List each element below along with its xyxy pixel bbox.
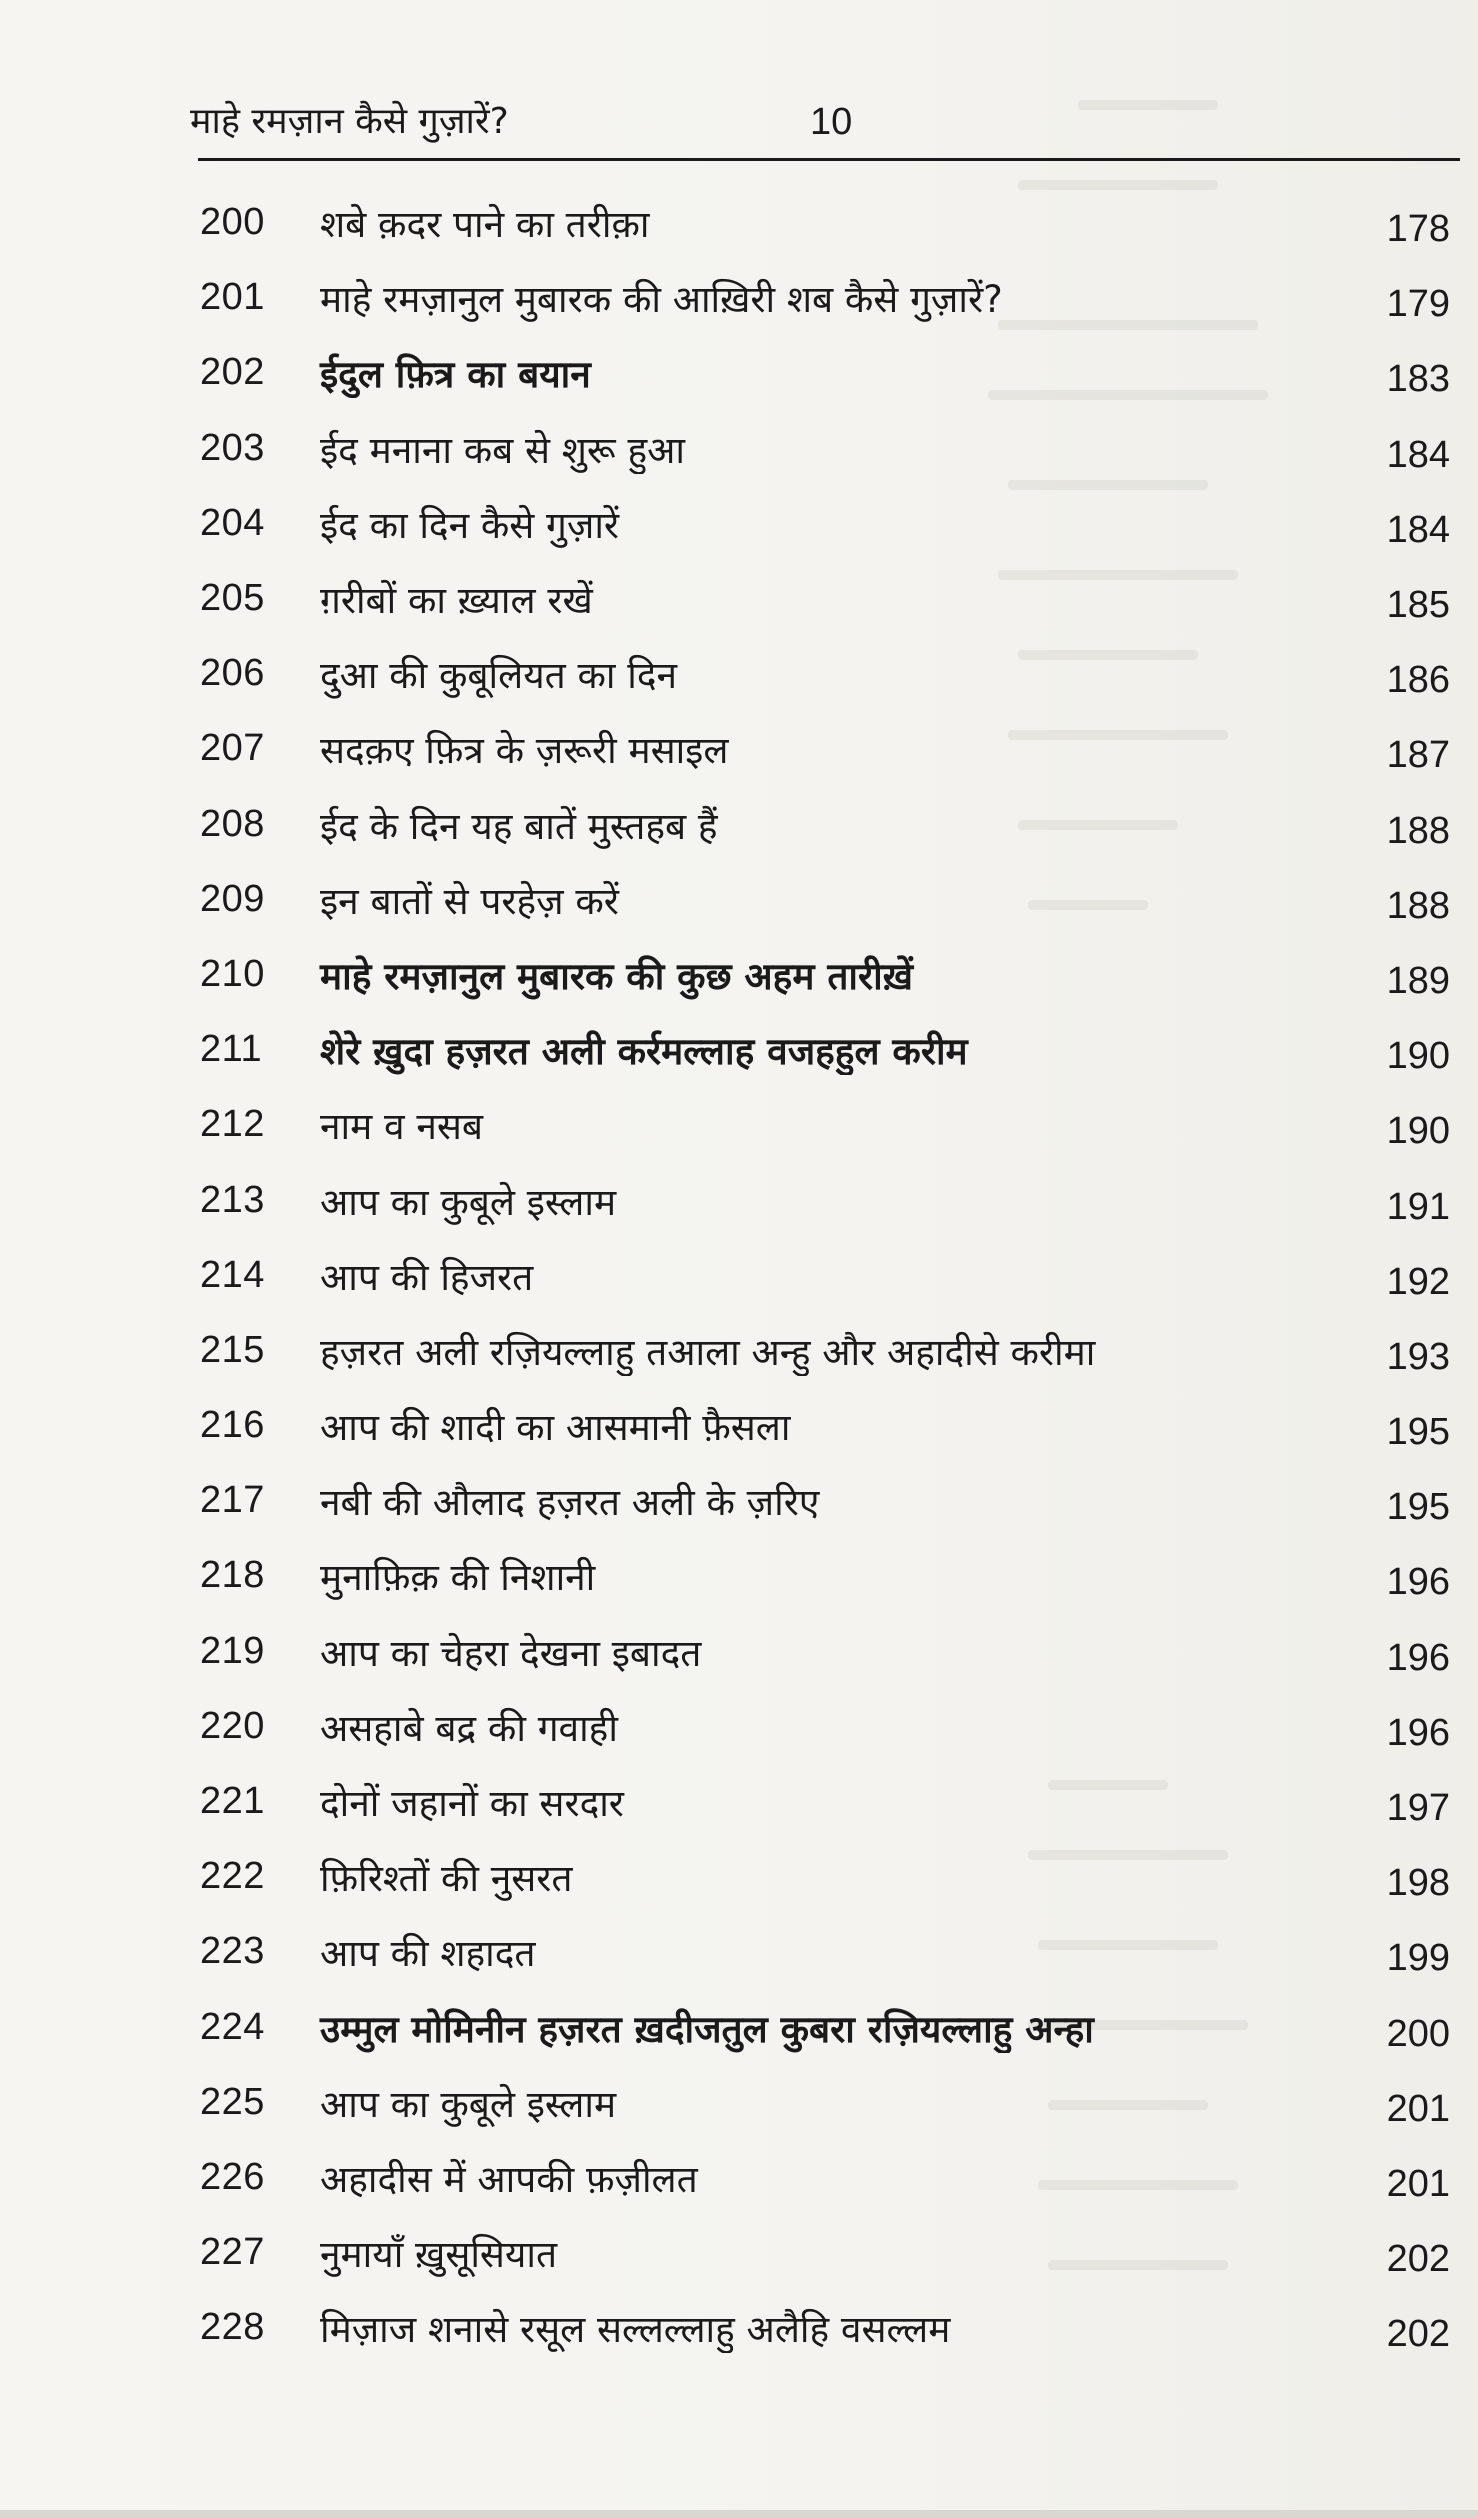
entry-page-number: 192 — [1386, 1260, 1450, 1303]
toc-entry — [200, 1839, 1450, 1914]
entry-number: 217 — [200, 1479, 265, 1522]
entry-title: दुआ की कुबूलियत का दिन — [320, 654, 678, 698]
entry-page-number: 178 — [1386, 208, 1450, 251]
entry-page-number: 198 — [1386, 1862, 1450, 1905]
entry-title: मिज़ाज शनासे रसूल सल्लल्लाहु अलैहि वसल्लम — [320, 2308, 951, 2352]
entry-title: आप की शादी का आसमानी फ़ैसला — [320, 1406, 791, 1450]
toc-entry — [200, 561, 1450, 636]
entry-page-number: 202 — [1386, 2313, 1450, 2356]
entry-number: 226 — [200, 2155, 265, 2198]
entry-number: 212 — [200, 1103, 265, 1146]
entry-number: 221 — [200, 1780, 265, 1823]
entry-page-number: 197 — [1386, 1787, 1450, 1830]
entry-title: दोनों जहानों का सरदार — [320, 1782, 624, 1826]
entry-title: नाम व नसब — [320, 1105, 484, 1149]
page-header — [190, 92, 1460, 152]
page-number: 10 — [810, 101, 853, 143]
entry-title: आप का कुबूले इस्लाम — [320, 1180, 617, 1224]
entry-page-number: 190 — [1386, 1110, 1450, 1153]
entry-page-number: 195 — [1386, 1486, 1450, 1529]
toc-entry — [200, 411, 1450, 486]
entry-number: 209 — [200, 877, 265, 920]
entry-number: 210 — [200, 952, 265, 995]
toc-entry — [200, 1012, 1450, 1087]
toc-entry — [200, 335, 1450, 410]
toc-entry — [200, 260, 1450, 335]
entry-number: 218 — [200, 1554, 265, 1597]
entry-title: नुमायाँ ख़ुसूसियात — [320, 2233, 558, 2277]
entry-number: 223 — [200, 1930, 265, 1973]
entry-title: ईदुल फ़ित्र का बयान — [320, 353, 591, 397]
toc-entry — [200, 1614, 1450, 1689]
entry-title: ईद मनाना कब से शुरू हुआ — [320, 428, 685, 472]
toc-entry — [200, 1162, 1450, 1237]
entry-number: 201 — [200, 276, 265, 319]
entry-page-number: 201 — [1386, 2162, 1450, 2205]
entry-page-number: 193 — [1386, 1335, 1450, 1378]
entry-page-number: 185 — [1386, 584, 1450, 627]
entry-page-number: 187 — [1386, 734, 1450, 777]
entry-number: 225 — [200, 2080, 265, 2123]
entry-number: 205 — [200, 577, 265, 620]
entry-number: 224 — [200, 2005, 265, 2048]
toc-entry — [200, 1538, 1450, 1613]
toc-entry — [200, 1689, 1450, 1764]
toc-entry — [200, 2065, 1450, 2140]
entry-title: आप की हिजरत — [320, 1255, 534, 1299]
entry-page-number: 184 — [1386, 508, 1450, 551]
entry-title: आप का कुबूले इस्लाम — [320, 2082, 617, 2126]
toc-entry — [200, 1313, 1450, 1388]
toc-entry — [200, 2140, 1450, 2215]
entry-page-number: 200 — [1386, 2012, 1450, 2055]
toc-entry — [200, 1463, 1450, 1538]
toc-entry — [200, 1238, 1450, 1313]
toc-entry — [200, 2290, 1450, 2365]
entry-page-number: 195 — [1386, 1411, 1450, 1454]
entry-page-number: 199 — [1386, 1937, 1450, 1980]
entry-number: 216 — [200, 1404, 265, 1447]
toc-entry — [200, 185, 1450, 260]
entry-title: मुनाफ़िक़ की निशानी — [320, 1556, 596, 1600]
toc-entry — [200, 862, 1450, 937]
entry-page-number: 186 — [1386, 659, 1450, 702]
entry-title: अहादीस में आपकी फ़ज़ीलत — [320, 2157, 698, 2201]
entry-title: शेरे ख़ुदा हज़रत अली कर्रमल्लाह वजहहुल करीम — [320, 1030, 968, 1074]
toc-entry — [200, 636, 1450, 711]
entry-title: माहे रमज़ानुल मुबारक की आख़िरी शब कैसे गुज़ारें? — [320, 278, 1003, 322]
entry-page-number: 202 — [1386, 2238, 1450, 2281]
toc-entry — [200, 1087, 1450, 1162]
entry-number: 228 — [200, 2306, 265, 2349]
entry-title: फ़िरिश्तों की नुसरत — [320, 1857, 573, 1901]
entry-number: 215 — [200, 1328, 265, 1371]
entry-title: आप की शहादत — [320, 1932, 536, 1976]
entry-page-number: 183 — [1386, 358, 1450, 401]
toc-entry — [200, 1914, 1450, 1989]
entry-page-number: 184 — [1386, 433, 1450, 476]
entry-number: 202 — [200, 351, 265, 394]
entry-page-number: 196 — [1386, 1561, 1450, 1604]
entry-page-number: 188 — [1386, 884, 1450, 927]
toc-entry — [200, 1764, 1450, 1839]
entry-number: 206 — [200, 652, 265, 695]
entry-number: 211 — [200, 1028, 263, 1071]
entry-number: 219 — [200, 1629, 265, 1672]
entry-page-number: 201 — [1386, 2087, 1450, 2130]
entry-title: शबे क़दर पाने का तरीक़ा — [320, 203, 650, 247]
entry-title: सदक़ए फ़ित्र के ज़रूरी मसाइल — [320, 729, 729, 773]
entry-number: 207 — [200, 727, 265, 770]
running-title: माहे रमज़ान कैसे गुज़ारें? — [190, 101, 509, 142]
entry-title: माहे रमज़ानुल मुबारक की कुछ अहम तारीख़ें — [320, 954, 913, 998]
entry-page-number: 188 — [1386, 809, 1450, 852]
entry-number: 227 — [200, 2231, 265, 2274]
entry-number: 200 — [200, 201, 265, 244]
entry-title: हज़रत अली रज़ियल्लाहु तआला अन्हु और अहादीसे करीमा — [320, 1330, 1096, 1374]
entry-title: नबी की औलाद हज़रत अली के ज़रिए — [320, 1481, 820, 1525]
toc-entry — [200, 1388, 1450, 1463]
entry-title: आप का चेहरा देखना इबादत — [320, 1631, 702, 1675]
entry-title: उम्मुल मोमिनीन हज़रत ख़दीजतुल कुबरा रज़ियल्लाहु अन्हा — [320, 2007, 1094, 2051]
entry-title: ईद के दिन यह बातें मुस्तहब हैं — [320, 804, 718, 848]
page-bottom-edge — [0, 2510, 1478, 2518]
entry-number: 213 — [200, 1178, 265, 1221]
toc-entry — [200, 1990, 1450, 2065]
entry-number: 203 — [200, 426, 265, 469]
toc-entry — [200, 711, 1450, 786]
toc-entry — [200, 787, 1450, 862]
entry-number: 220 — [200, 1704, 265, 1747]
entry-page-number: 189 — [1386, 959, 1450, 1002]
table-of-contents — [200, 185, 1450, 2365]
entry-page-number: 190 — [1386, 1035, 1450, 1078]
entry-page-number: 196 — [1386, 1711, 1450, 1754]
entry-number: 208 — [200, 802, 265, 845]
toc-entry — [200, 486, 1450, 561]
entry-page-number: 179 — [1386, 283, 1450, 326]
entry-title: ग़रीबों का ख़्याल रखें — [320, 579, 593, 623]
toc-entry — [200, 2215, 1450, 2290]
entry-title: इन बातों से परहेज़ करें — [320, 879, 619, 923]
entry-number: 214 — [200, 1253, 265, 1296]
entry-page-number: 196 — [1386, 1636, 1450, 1679]
entry-title: असहाबे बद्र की गवाही — [320, 1706, 618, 1750]
toc-entry — [200, 937, 1450, 1012]
entry-number: 222 — [200, 1855, 265, 1898]
entry-title: ईद का दिन कैसे गुज़ारें — [320, 503, 620, 547]
entry-page-number: 191 — [1386, 1185, 1450, 1228]
entry-number: 204 — [200, 501, 265, 544]
header-rule — [198, 158, 1460, 161]
